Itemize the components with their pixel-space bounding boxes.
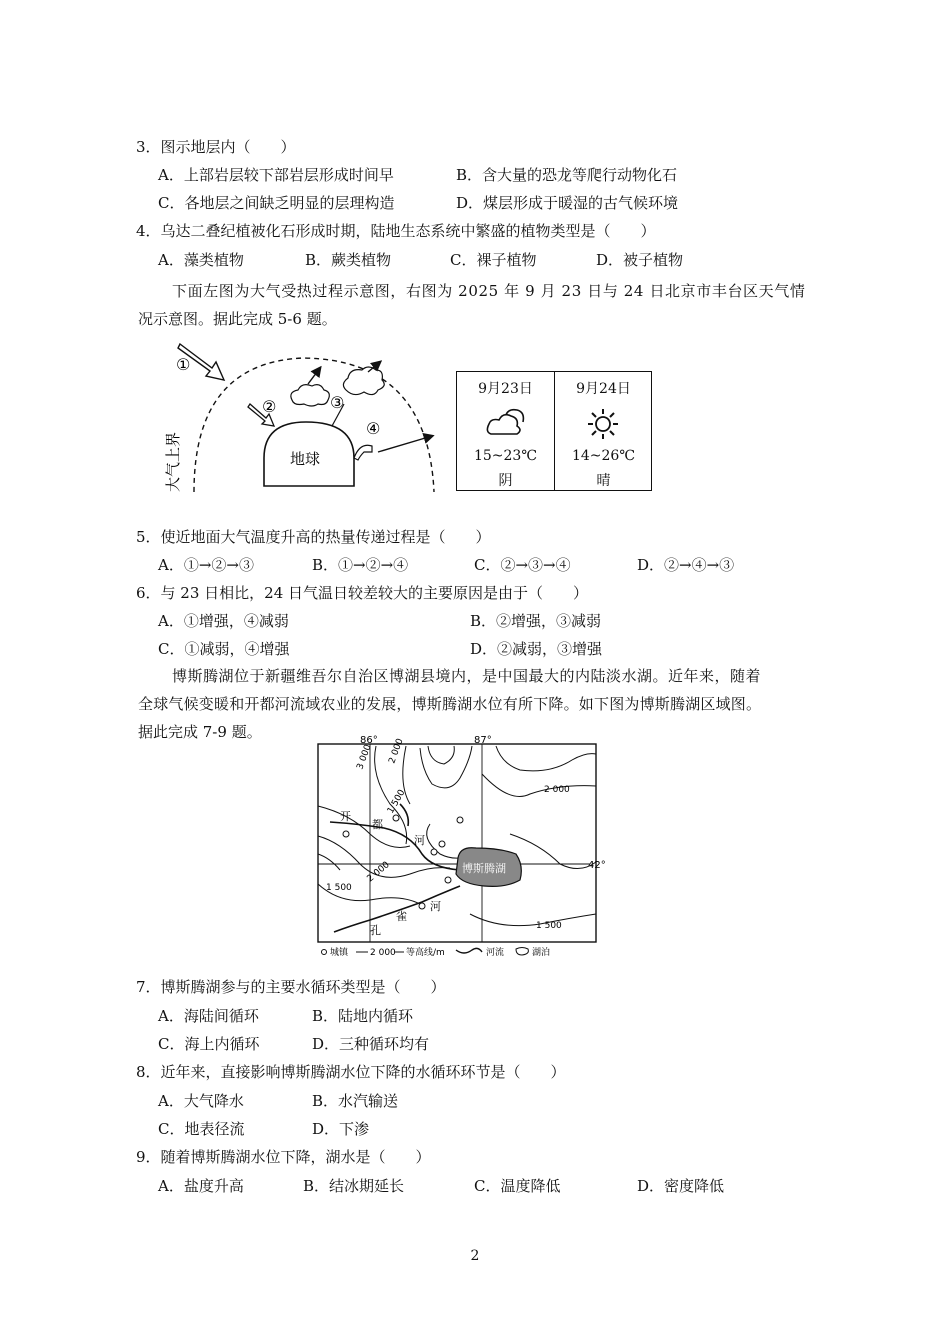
label-2: ② — [262, 397, 277, 416]
kongque-river-char: 河 — [430, 900, 441, 913]
passage-56-line1: 下面左图为大气受热过程示意图，右图为 2025 年 9 月 23 日与 24 日北京市丰台区天气情 — [172, 282, 806, 300]
page-number: 2 — [470, 1248, 480, 1264]
lon-87-label: 87° — [474, 735, 492, 746]
map-frame — [318, 744, 596, 942]
legend-contour: 等高线/m — [406, 948, 445, 958]
atmosphere-heating-diagram — [166, 340, 446, 500]
contour-label: 1 500 — [385, 788, 408, 816]
q6-option-d: D．②减弱，③增强 — [470, 640, 603, 658]
q6-option-c: C．①减弱，④增强 — [158, 640, 290, 658]
kaidu-river-char: 河 — [414, 834, 425, 847]
q8-option-c: C．地表径流 — [158, 1120, 245, 1138]
passage-79-line1: 博斯腾湖位于新疆维吾尔自治区博湖县境内，是中国最大的内陆淡水湖。近年来，随着 — [172, 667, 762, 685]
weather-day1-date: 9月23日 — [478, 381, 533, 397]
q3-option-b: B．含大量的恐龙等爬行动物化石 — [456, 166, 678, 184]
legend-town: 城镇 — [330, 948, 349, 958]
q5-option-d: D．②→④→③ — [637, 556, 735, 574]
bosten-lake-map — [310, 734, 610, 964]
q7-option-c: C．海上内循环 — [158, 1035, 260, 1053]
q3-option-c: C．各地层之间缺乏明显的层理构造 — [158, 194, 395, 212]
q7-option-b: B．陆地内循环 — [312, 1007, 414, 1025]
contour-label: 1 500 — [536, 921, 562, 931]
ground-radiation-arrow — [354, 445, 372, 460]
q5-option-a: A．①→②→③ — [158, 556, 254, 574]
q8-option-b: B．水汽输送 — [312, 1092, 399, 1110]
legend-contour-value: 2 000 — [370, 948, 396, 958]
contour-label: 3 000 — [355, 743, 374, 772]
weather-day1-condition: 阴 — [498, 473, 513, 489]
legend-lake: 湖泊 — [532, 948, 551, 958]
q6-option-a: A．①增强，④减弱 — [158, 612, 289, 630]
label-3: ③ — [330, 393, 345, 412]
q8-option-a: A．大气降水 — [158, 1092, 244, 1110]
q9-option-c: C．温度降低 — [474, 1177, 561, 1195]
q9-stem: 9．随着博斯腾湖水位下降，湖水是（ ） — [136, 1148, 431, 1166]
lon-86-label: 86° — [360, 735, 378, 746]
label-1: ① — [176, 355, 191, 374]
q6-stem: 6．与 23 日相比，24 日气温日较差较大的主要原因是由于（ ） — [136, 584, 589, 602]
q7-option-a: A．海陆间循环 — [158, 1007, 259, 1025]
q4-option-a: A．藻类植物 — [158, 251, 244, 269]
q3-option-a: A．上部岩层较下部岩层形成时间早 — [158, 166, 394, 184]
cloudy-icon — [485, 406, 527, 438]
q4-option-d: D．被子植物 — [596, 251, 684, 269]
q8-stem: 8．近年来，直接影响博斯腾湖水位下降的水循环环节是（ ） — [136, 1063, 566, 1081]
passage-79-line3: 据此完成 7-9 题。 — [138, 723, 262, 741]
q9-option-a: A．盐度升高 — [158, 1177, 244, 1195]
q4-option-c: C．裸子植物 — [450, 251, 537, 269]
label-4: ④ — [366, 419, 381, 438]
q5-option-b: B．①→②→④ — [312, 556, 409, 574]
q5-option-c: C．②→③→④ — [474, 556, 571, 574]
q8-option-d: D．下渗 — [312, 1120, 370, 1138]
kongque-river-char: 孔 — [370, 924, 381, 937]
weather-day2-condition: 晴 — [596, 473, 611, 489]
weather-day2-temp: 14~26℃ — [571, 448, 636, 464]
contour-label: 1 500 — [326, 883, 352, 893]
weather-day2-date: 9月24日 — [576, 381, 631, 397]
map-legend — [322, 946, 551, 958]
kaidu-river-char: 开 — [340, 810, 351, 823]
weather-panel — [456, 371, 652, 491]
weather-day1-temp: 15~23℃ — [473, 448, 538, 464]
q4-stem: 4．乌达二叠纪植被化石形成时期，陆地生态系统中繁盛的植物类型是（ ） — [136, 222, 656, 240]
cloud-icon — [291, 385, 329, 406]
q3-stem: 3．图示地层内（ ） — [136, 138, 296, 156]
contour-label: 2 000 — [365, 860, 392, 885]
lat-42-label: 42° — [588, 860, 606, 871]
q3-option-d: D．煤层形成于暖湿的古气候环境 — [456, 194, 679, 212]
contour-label: 2 000 — [544, 785, 570, 795]
q7-option-d: D．三种循环均有 — [312, 1035, 430, 1053]
q9-option-b: B．结冰期延长 — [303, 1177, 405, 1195]
lake-label: 博斯腾湖 — [462, 862, 506, 875]
contour-label: 2 000 — [387, 737, 406, 766]
q4-option-b: B．蕨类植物 — [305, 251, 392, 269]
kongque-river-char: 雀 — [396, 910, 407, 923]
q9-option-d: D．密度降低 — [637, 1177, 725, 1195]
kaidu-river-char: 都 — [372, 818, 383, 831]
q6-option-b: B．②增强，③减弱 — [470, 612, 602, 630]
q5-stem: 5．使近地面大气温度升高的热量传递过程是（ ） — [136, 528, 491, 546]
legend-river: 河流 — [486, 948, 505, 958]
sunny-icon — [587, 408, 619, 440]
q7-stem: 7．博斯腾湖参与的主要水循环类型是（ ） — [136, 978, 446, 996]
earth-label: 地球 — [290, 450, 321, 468]
passage-79-line2: 全球气候变暖和开都河流域农业的发展，博斯腾湖水位有所下降。如下图为博斯腾湖区域图。 — [138, 695, 762, 713]
passage-56-line2: 况示意图。据此完成 5-6 题。 — [138, 310, 337, 328]
atmosphere-boundary-label: 大气上界 — [164, 431, 182, 492]
cloud-icon — [343, 367, 384, 395]
